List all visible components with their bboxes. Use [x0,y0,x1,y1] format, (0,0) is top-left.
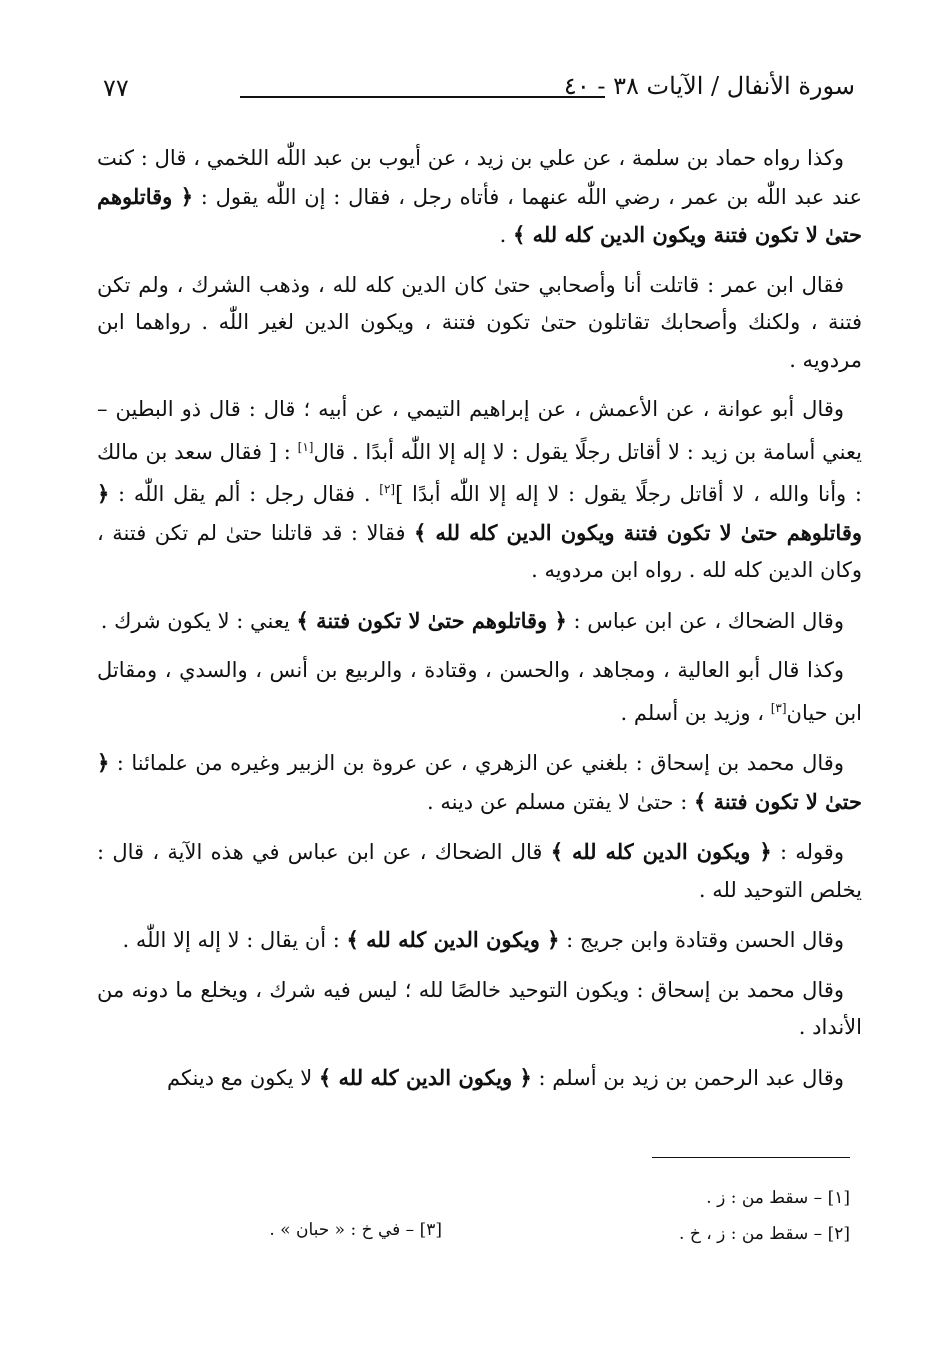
paragraph-2: فقال ابن عمر : قاتلت أنا وأصحابي حتىٰ كان الدين كله لله ، وذهب الشرك ، ولم تكن فتنة ، ولكنك وأصحابك تقاتلون حتىٰ تكون فتنة ، ويكون الدين لغير اللّٰه . رواهما ابن مردويه . [97,272,862,372]
page-header [95,70,855,110]
quran-quote: ﴿ ويكون الدين كله لله ﴾ [318,1064,532,1090]
paragraph-10 [97,1059,862,1098]
quran-quote: ﴿ وقاتلوهم حتىٰ لا تكون فتنة ويكون الدين كله لله ﴾ [97,183,862,247]
text: وكذا قال أبو العالية ، ومجاهد ، والحسن ، وقتادة ، والربيع بن أنس ، والسدي ، ومقاتل ابن حيان [97,658,862,725]
paragraph-1 [97,140,862,255]
footnote-rule [652,1157,850,1158]
text: . فقال رجل : ألم يقل اللّٰه : [109,482,380,506]
text: ، وزيد بن أسلم . [620,700,771,725]
text: وقال محمد بن إسحاق : بلغني عن الزهري ، عن عروة بن الزبير وغيره من علمائنا : [109,751,844,775]
text: وكذا رواه حماد بن سلمة ، عن علي بن زيد ، عن أيوب بن عبد اللّٰه اللخمي ، قال : كنت عند عبد اللّٰه بن عمر ، رضي اللّٰه عنهما ، فأتاه رجل ، فقال : إن اللّٰه يقول : [97,146,862,209]
footnote-marker-3: [٣] [770,700,787,715]
text: وقال الحسن وقتادة وابن جريج : [559,928,844,952]
paragraph-9: وقال محمد بن إسحاق : ويكون التوحيد خالصًا لله ؛ ليس فيه شرك ، ويخلع ما دونه من الأنداد . [97,977,862,1039]
footnote-2: [٢] – سقط من : ز ، خ . [679,1224,850,1244]
paragraph-7 [97,833,862,909]
text: وقال الضحاك ، عن ابن عباس : [566,608,844,633]
quran-quote: ﴿ ويكون الدين كله لله ﴾ [346,927,560,952]
text: قال الضحاك ، عن ابن عباس في هذه الآية ، قال : يخلص التوحيد لله . [97,840,862,902]
footnote-marker-1: [١] [297,439,314,454]
text: وقال أبو عوانة ، عن الأعمش ، عن إبراهيم التيمي ، عن أبيه ؛ قال : قال ذو البطين – يعني أسامة بن زيد : لا أقاتل رجلًا يقول : لا إله إلا اللّٰه أبدًا . قال [97,397,862,464]
footnote-3: [٣] – في خ : « حبان » . [269,1220,442,1240]
paragraph-4 [97,602,862,641]
quran-quote: ﴿ حتىٰ لا تكون فتنة ﴾ [97,750,862,814]
text: : حتىٰ لا يفتن مسلم عن دينه . [427,789,694,814]
quran-quote: ﴿ ويكون الدين كله لله ﴾ [550,839,772,864]
text: : [ فقال سعد بن مالك : وأنا والله ، لا أقاتل رجلًا يقول : لا إله إلا اللّٰه أبدًا ] [97,439,862,506]
running-title: سورة الأنفال / الآيات ٣٨ - ٤٠ [563,72,855,100]
paragraph-3 [97,391,862,590]
text: . [499,223,513,247]
text: لا يكون مع دينكم [166,1065,319,1090]
text: وقوله : [771,840,844,864]
text: وقال عبد الرحمن بن زيد بن أسلم : [531,1065,844,1090]
quran-quote: ﴿ وقاتلوهم حتىٰ لا تكون فتنة ويكون الدين كله لله ﴾ [97,481,862,545]
text: : أن يقال : لا إله إلا اللّٰه . [122,928,347,952]
quran-quote: ﴿ وقاتلوهم حتىٰ لا تكون فتنة ﴾ [296,607,567,633]
footnote-1: [١] – سقط من : ز . [706,1188,850,1208]
header-rule [240,96,605,98]
main-text [97,140,862,1109]
paragraph-6 [97,744,862,821]
text: يعني : لا يكون شرك . [100,608,297,633]
paragraph-8 [97,921,862,960]
page-number: ٧٧ [103,74,129,102]
paragraph-5 [97,652,862,732]
text: فقالا : قد قاتلنا حتىٰ لم تكن فتنة ، وكان الدين كله لله . رواه ابن مردويه . [97,520,862,582]
footnote-marker-2: [٢] [379,482,396,496]
